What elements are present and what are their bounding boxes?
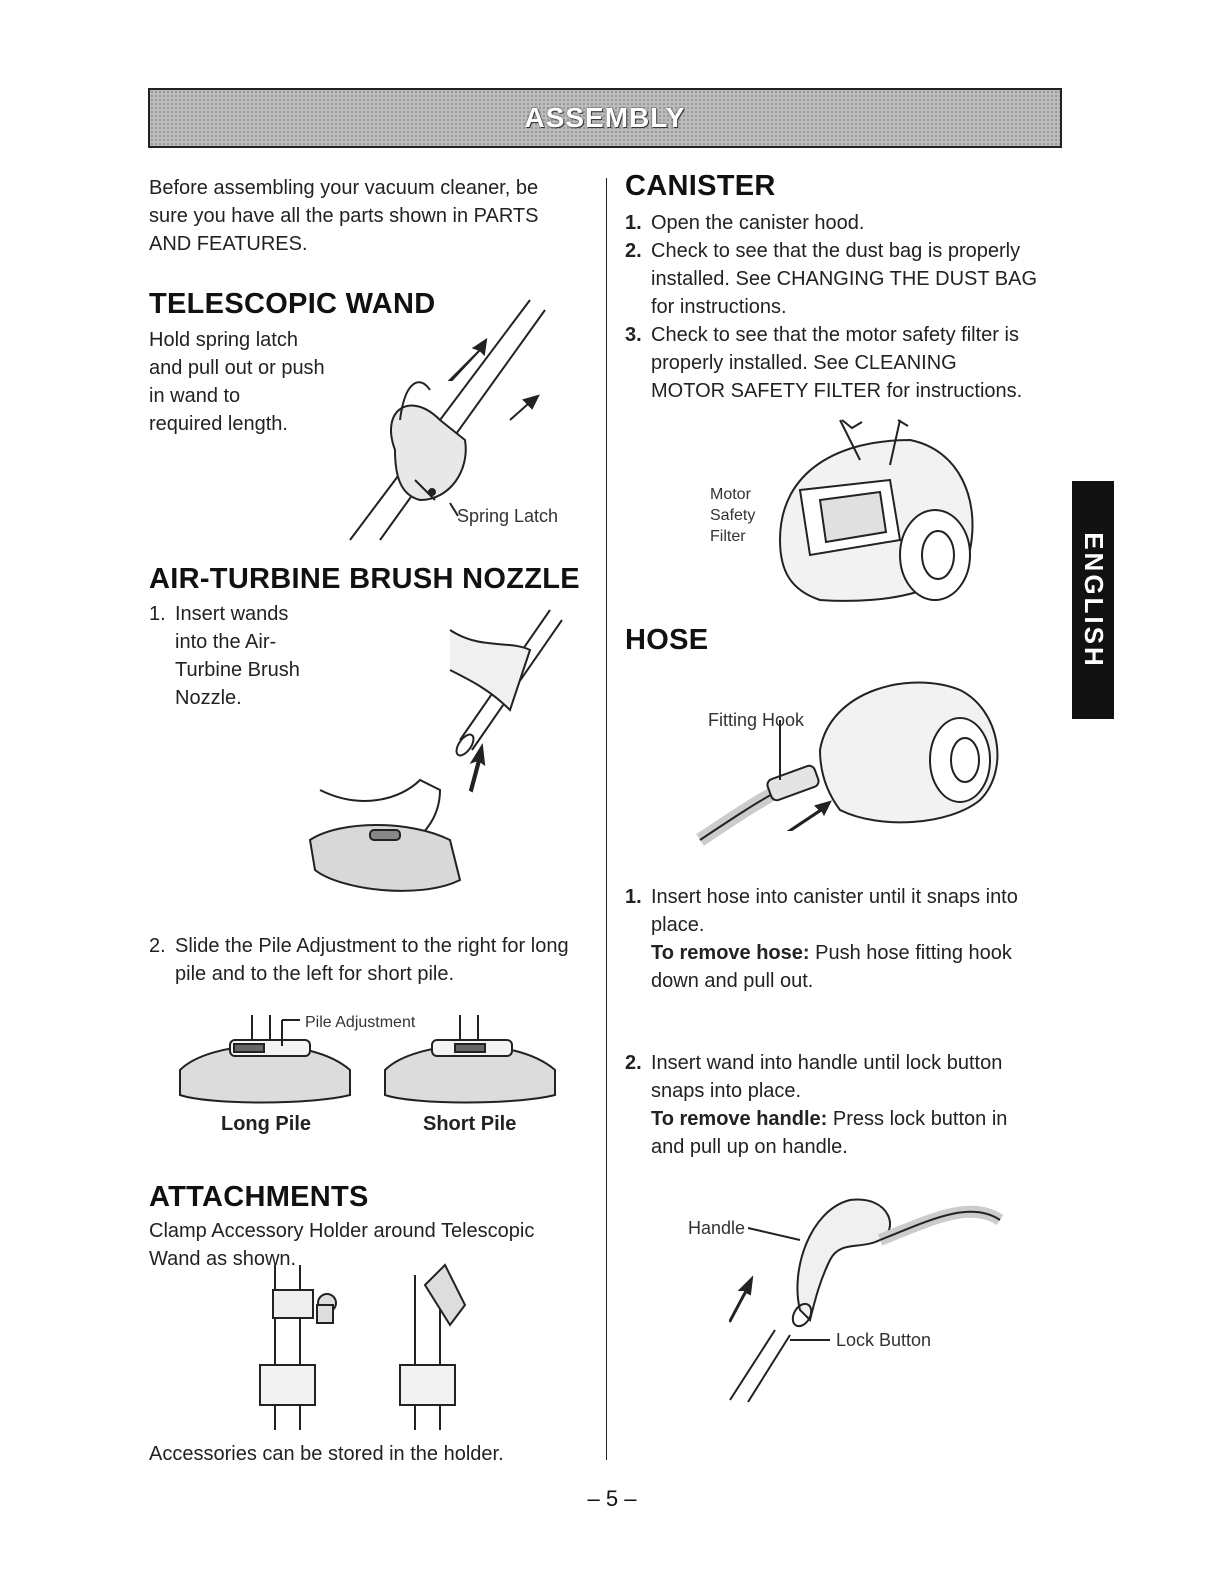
step-number: 2. — [625, 240, 642, 262]
text-line: required length. — [149, 413, 288, 435]
text-line: place. — [651, 914, 705, 936]
language-tab-label: ENGLISH — [1078, 531, 1109, 669]
bold-instruction: To remove handle: — [651, 1108, 828, 1130]
text-line: Clamp Accessory Holder around Telescopic — [149, 1220, 535, 1242]
long-pile-label: Long Pile — [221, 1113, 311, 1135]
text-line: properly installed. See CLEANING — [651, 352, 957, 374]
text-line: into the Air- — [175, 631, 277, 653]
bold-instruction: To remove hose: — [651, 942, 810, 964]
text-line: for instructions. — [651, 296, 787, 318]
callout-line: Motor — [710, 486, 751, 503]
hose-heading: HOSE — [625, 624, 709, 656]
step-number: 1. — [625, 886, 642, 908]
motor-safety-filter-label — [710, 484, 755, 547]
intro-line: AND FEATURES. — [149, 233, 308, 255]
spring-latch-label: Spring Latch — [457, 506, 559, 526]
step-number: 3. — [625, 324, 642, 346]
telescopic-wand-heading: TELESCOPIC WAND — [149, 288, 436, 320]
hose-step2 — [625, 1049, 1065, 1161]
text-line: and pull up on handle. — [651, 1136, 848, 1158]
text-line: Insert wands — [175, 603, 289, 625]
hose-illustration — [680, 650, 1020, 860]
text-line: MOTOR SAFETY FILTER for instructions. — [651, 380, 1023, 402]
canister-steps — [625, 209, 1065, 405]
canister-heading: CANISTER — [625, 170, 776, 202]
text-line: Open the canister hood. — [651, 212, 865, 234]
text-line: Nozzle. — [175, 687, 242, 709]
text-line: Slide the Pile Adjustment to the right for long — [175, 935, 569, 957]
canister-illustration — [760, 420, 990, 610]
callout-line: Safety — [710, 507, 756, 524]
text-line: snaps into place. — [651, 1080, 802, 1102]
handle-illustration — [700, 1190, 1020, 1410]
text-line: Insert wand into handle until lock button — [651, 1052, 1003, 1074]
hose-step1 — [625, 883, 1065, 995]
step-number: 1. — [149, 603, 166, 625]
nozzle-insert-illustration — [300, 590, 590, 910]
accessory-holder-illustration — [255, 1265, 485, 1435]
pile-adjustment-label: Pile Adjustment — [305, 1014, 416, 1031]
language-tab — [1072, 481, 1114, 719]
text-line: Check to see that the dust bag is properly — [651, 240, 1021, 262]
text-line: installed. See CHANGING THE DUST BAG — [651, 268, 1038, 290]
air-turbine-heading: AIR-TURBINE BRUSH NOZZLE — [149, 563, 580, 595]
text-line: Wand as shown. — [149, 1248, 297, 1270]
text-line: Insert hose into canister until it snaps into — [651, 886, 1018, 908]
intro-text — [149, 174, 599, 258]
text-line: in wand to — [149, 385, 241, 407]
text-line: Press lock button in — [827, 1108, 1008, 1130]
lock-button-label: Lock Button — [836, 1330, 932, 1350]
step-number: 2. — [625, 1052, 642, 1074]
column-divider — [606, 178, 607, 1460]
section-title: ASSEMBLY — [524, 102, 686, 133]
attachments-heading: ATTACHMENTS — [149, 1181, 369, 1213]
text-line: down and pull out. — [651, 970, 814, 992]
text-line: pile and to the left for short pile. — [175, 963, 455, 985]
text-line: Hold spring latch — [149, 329, 298, 351]
text-line: and pull out or push — [149, 357, 325, 379]
callout-line: Filter — [710, 528, 746, 545]
text-line: Check to see that the motor safety filter is — [651, 324, 1019, 346]
attachments-footer: Accessories can be stored in the holder. — [149, 1443, 504, 1465]
handle-label: Handle — [688, 1218, 746, 1238]
step-number: 1. — [625, 212, 642, 234]
step-number: 2. — [149, 935, 166, 957]
short-pile-label: Short Pile — [423, 1113, 517, 1135]
text-line: Turbine Brush — [175, 659, 300, 681]
air-turbine-step2 — [149, 932, 599, 988]
text-line: Push hose fitting hook — [809, 942, 1012, 964]
intro-line: Before assembling your vacuum cleaner, be — [149, 177, 539, 199]
fitting-hook-label: Fitting Hook — [708, 710, 805, 730]
section-header — [148, 88, 1062, 148]
intro-line: sure you have all the parts shown in PARTS — [149, 205, 539, 227]
page-number: – 5 – — [587, 1486, 637, 1511]
